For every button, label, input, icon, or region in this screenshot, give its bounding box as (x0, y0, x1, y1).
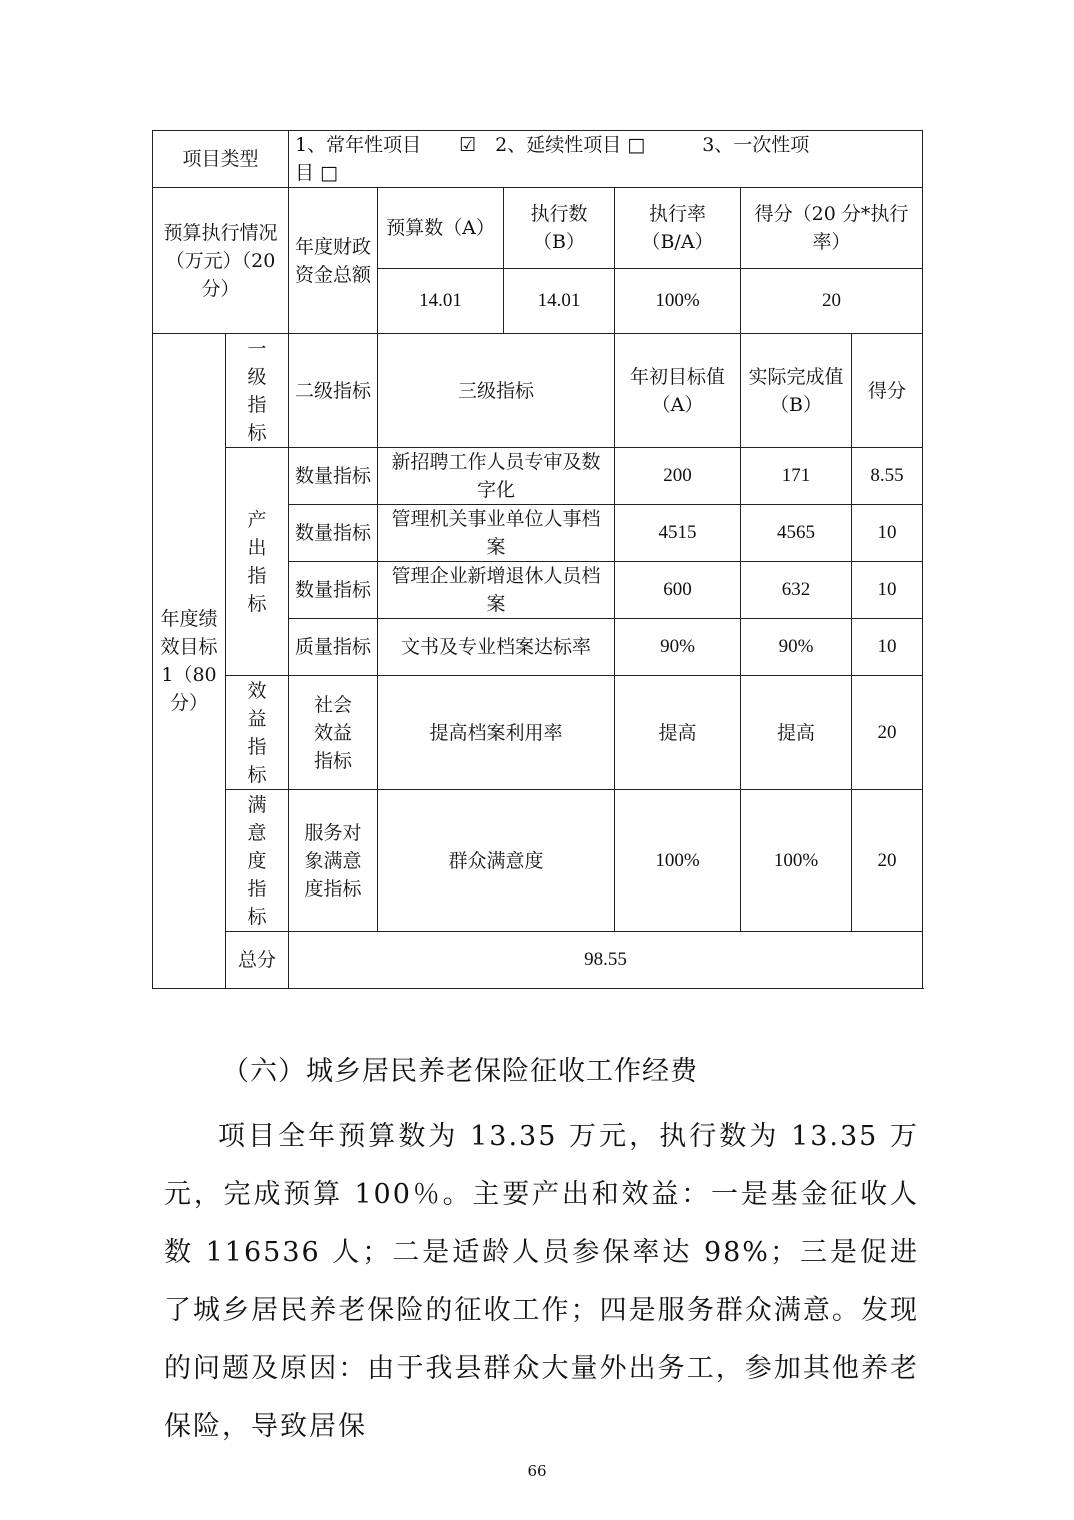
level3-cell: 管理机关事业单位人事档案 (378, 505, 615, 562)
actual-cell: 4565 (741, 505, 852, 562)
level3-cell: 提高档案利用率 (378, 676, 615, 790)
section-heading: （六）城乡居民养老保险征收工作经费 (222, 1056, 698, 1087)
table-row (153, 676, 923, 790)
score-cell: 10 (852, 505, 923, 562)
table-row (153, 448, 923, 505)
rate-value: 100% (615, 269, 741, 334)
score-header: 得分 (852, 334, 923, 448)
actual-cell: 100% (741, 790, 852, 932)
paragraph-text: 项目全年预算数为 13.35 万元，执行数为 13.35 万元，完成预算 100％。主要产出和效益：一是基金征收人数 116536 人；二是适龄人员参保率达 98%；三是促进了城乡居民养老保险的征收工作；四是服务群众满意。发现的问题及原因：由于我县群众大量外出务工，参加其他养老保险，导致居保 (164, 1121, 919, 1442)
actual-cell: 632 (741, 562, 852, 619)
level3-cell: 管理企业新增退休人员档案 (378, 562, 615, 619)
level2-header: 二级指标 (289, 334, 378, 448)
exec-value: 14.01 (504, 269, 615, 334)
total-value: 98.55 (289, 932, 923, 989)
page-number: 66 (527, 1462, 547, 1480)
benefit-category: 效益指标 (226, 676, 289, 790)
exec-col-header: 执行数（B） (504, 188, 615, 269)
level3-cell: 群众满意度 (378, 790, 615, 932)
table-row (153, 790, 923, 932)
actual-cell: 171 (741, 448, 852, 505)
level2-cell: 社会效益指标 (289, 676, 378, 790)
budget-value: 14.01 (378, 269, 504, 334)
project-type-options-line2: 目 □ (295, 162, 339, 184)
actual-header: 实际完成值（B） (741, 334, 852, 448)
target-cell: 200 (615, 448, 741, 505)
score-cell: 8.55 (852, 448, 923, 505)
total-label: 总分 (226, 932, 289, 989)
score-cell: 20 (852, 676, 923, 790)
actual-cell: 90% (741, 619, 852, 676)
target-cell: 100% (615, 790, 741, 932)
rate-col-header: 执行率（B/A） (615, 188, 741, 269)
level2-cell: 质量指标 (289, 619, 378, 676)
score-cell: 10 (852, 562, 923, 619)
level2-cell: 数量指标 (289, 448, 378, 505)
level3-header: 三级指标 (378, 334, 615, 448)
level2-cell: 数量指标 (289, 505, 378, 562)
level3-cell: 文书及专业档案达标率 (378, 619, 615, 676)
performance-table (152, 130, 923, 989)
score-cell: 20 (852, 790, 923, 932)
level2-cell: 数量指标 (289, 562, 378, 619)
project-type-options (289, 131, 923, 188)
target-cell: 600 (615, 562, 741, 619)
goals-section-label: 年度绩效目标 1（80 分） (153, 334, 226, 989)
level2-cell: 服务对象满意度指标 (289, 790, 378, 932)
level3-cell: 新招聘工作人员专审及数字化 (378, 448, 615, 505)
budget-section-label: 预算执行情况（万元）（20 分） (153, 188, 289, 334)
actual-cell: 提高 (741, 676, 852, 790)
level1-header: 一级指标 (226, 334, 289, 448)
target-cell: 4515 (615, 505, 741, 562)
output-category: 产出指标 (226, 448, 289, 676)
target-cell: 提高 (615, 676, 741, 790)
score-cell: 10 (852, 619, 923, 676)
score-col-header: 得分（20 分*执行率） (741, 188, 923, 269)
project-type-options-line1: 1、常年性项目 ☑ 2、延续性项目 □ 3、一次性项 (295, 134, 810, 156)
satisfaction-category: 满意度指标 (226, 790, 289, 932)
score-value: 20 (741, 269, 923, 334)
budget-col-header: 预算数（A） (378, 188, 504, 269)
body-paragraph (164, 1108, 919, 1456)
target-header: 年初目标值（A） (615, 334, 741, 448)
target-cell: 90% (615, 619, 741, 676)
annual-fund-label: 年度财政资金总额 (289, 188, 378, 334)
project-type-label: 项目类型 (153, 131, 289, 188)
